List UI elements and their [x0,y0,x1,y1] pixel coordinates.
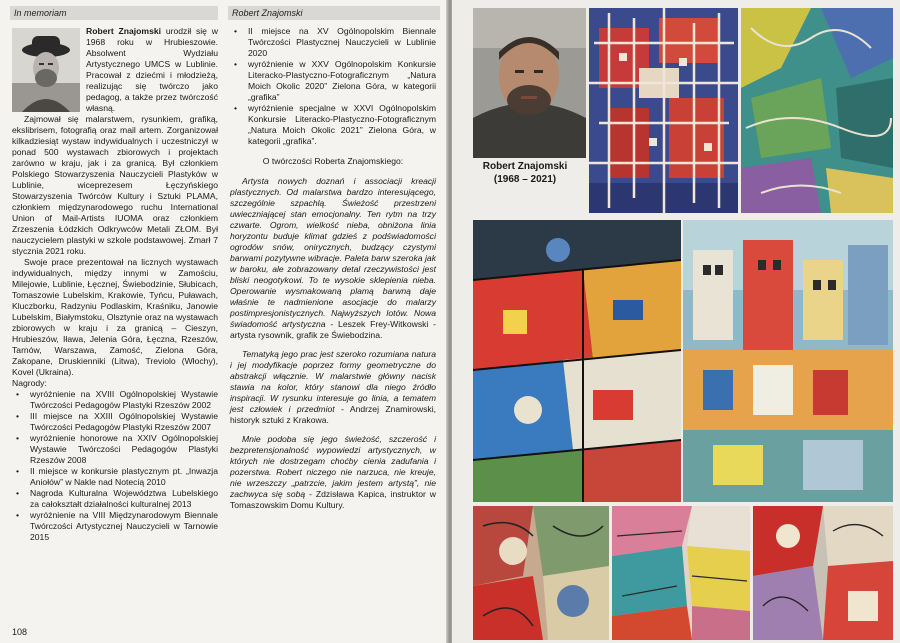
exhibitions-paragraph: Swoje prace prezentował na licznych wystawach indywidualnych, między innymi w Zamościu, Milejowie, Lublinie, Łęcznej, Świebodzinie, Słubicach, Tomaszowie Lubelskim, Krakowie, Tyńcu, Puławach, Kluczborku, Radzyniu Podlaskim, Kraśniku, Janowie Lubelskim, Białymstoku, Olsztynie oraz na wystawach zbiorowych w kraju i za granicą – Cieszyn, Hrubieszów, Iława, Jelenia Góra, Łęczna, Rzeszów, Tarnów, Warszawa, Zamość, Zielona Góra, Zakopane, Druskienniki (Litwa), Treviolo (Włochy), Kovel (Ukraina). [12,257,218,377]
quote-text: Mnie podoba się jego świeżość, szczerość i bezpretensjonalność wypowiedzi artystycznych, w których nie dostrzegam choćby cienia zadufania i pozerstwa. Robert niczego nie narzuca, nie kreuje, nie wrzeszczy „patrzcie, jakim jestem artystą”, nie zachwyca się sobą [230,434,436,499]
awards-list-continued [230,26,436,147]
page-number: 108 [12,627,28,637]
painting-teal-abstract [741,8,893,213]
left-page [0,0,448,643]
painting-pink-shapes [612,506,750,640]
list-item: • III miejsce na XXIII Ogólnopolskiej Wystawie Twórczości Pedagogów Plastyki Rzeszów 2007 [12,411,218,433]
quote-author: - Andrzej Znamirowski, historyk sztuki z Krakowa. [230,404,436,425]
list-item: • wyróżnienie na VIII Międzynarodowym Biennale Twórczości Artystycznej Nauczycieli w Tarnowie 2015 [12,510,218,543]
quote-text: Artysta nowych doznań i associacji kreacji plastycznych. Od malarstwa bardzo interesującego, szczególnie szpachlą. Świeżość przestrzeni uwieczniającej stan emocjonalny. Ten rytm na trzy czwarte. Ogrom, wielkość nieba, obniżona linia horyzontu buduje klimat gdzieś z podświadomości ogrodów snów, onirycznych, budzący czystymi barwami pozytywne wibracje. Paleta barw szeroka jak w baroku, ale zobrazowany detal rzeczywistości jest bliski neogotykowi. To te wysokie sklepienia nieba. Operowanie wysmakowaną plamą barwną daje właśnie te nadmienione asocjacje do malarzy postimpresjonistycznych. Najwyższych lotów. Nowa świadomość artystyczna [230,176,436,329]
quote-paragraph [230,434,436,511]
painting-architectural [683,220,893,502]
painting-red-collage [753,506,893,640]
section-header: In memoriam [10,6,218,20]
awards-list [12,389,218,543]
text-column-1 [12,26,218,543]
list-item: • wyróżnienie honorowe na XXIV Ogólnopolskiej Wystawie Twórczości Pedagogów Plastyki Rzeszów 2008 [12,433,218,466]
running-header: Robert Znajomski [228,6,440,20]
list-item: • Nagroda Kulturalna Województwa Lubelskiego za całokształt działalności kulturalnej 2013 [12,488,218,510]
author-portrait-small [12,28,80,112]
list-item: • wyróżnienie na XVIII Ogólnopolskiej Wystawie Twórczości Pedagogów Plastyki Rzeszów 2002 [12,389,218,411]
intro-text: urodził się w 1968 roku w Hrubieszowie. Absolwent Wydziału Artystycznego UMCS w Lublinie. Pracował z dziećmi i młodzieżą, realizując się twórczo jako pedagog, a także przez twórczość własną. [86,26,218,113]
caption-name: Robert Znajomski [482,161,568,172]
caption-years: (1968 – 2021) [493,174,557,185]
list-item: • II miejsce na XV Ogólnopolskim Biennale Twórczości Plastycznej Nauczycieli w Lublinie 2020 [230,26,436,59]
author-name: Robert Znajomski [86,26,162,36]
list-item: • wyróżnienie w XXV Ogólnopolskim Konkursie Literacko-Plastyczno-Fotograficznym „Natura Moich Okolic 2020” Zielona Góra, w kategorii „grafika” [230,59,436,103]
section-title: O twórczości Roberta Znajomskiego: [262,156,404,166]
quote-text: Tematyką jego prac jest szeroko rozumiana natura i jej modyfikacje poprzez formy geometryczne do abstrakcji włącznie. W malarstwie główny nacisk stawia na kolor, który stanowi dla niego źródło inspiracji. W rysunku interesuje go linia, a tematem jest człowiek i przedmiot [230,349,436,414]
right-page [452,0,900,643]
text-column-2 [230,26,436,511]
painting-figure-collage [473,506,609,640]
painting-colorful-scene [473,220,681,502]
quote-author: - Leszek Frey-Witkowski - artysta rysownik, grafik ze Świebodzina. [230,319,436,340]
quote-paragraph [230,349,436,426]
quote-paragraph [230,176,436,341]
painting-red-cross-pattern [589,8,738,213]
bio-paragraph: Zajmował się malarstwem, rysunkiem, grafiką, ekslibrisem, fotografią oraz mail artem. Zorganizował kilkadziesiąt wystaw indywidualnych i uczestniczył w ponad 500 wystawach zbiorowych i projektach zarówno w kraju, jak i za granicą. Był członkiem Polskiego Stowarzyszenia Nauczycieli Plastyków w Lublinie, wiceprezesem Łęczyńskiego Stowarzyszenia Twórców Kultury i Sztuki PLAMA, członkiem międzynarodowego ruchu International Union of Mail-Artists IUOMA oraz członkiem Zrzeszenia Łódzkich Odkrywców Metali ZŁOM. Był nauczycielem plastyki w szkole podstawowej. Zmarł 7 stycznia 2021 roku. [12,114,218,256]
portrait-caption [462,160,588,186]
quote-author: - Zdzisława Kapica, instruktor w Tomaszowskim Domu Kultury. [230,489,436,510]
author-portrait-photo [473,8,586,158]
awards-label: Nagrody: [12,378,47,388]
list-item: • wyróżnienie specjalne w XXVI Ogólnopolskim Konkursie Literacko-Plastyczno-Fotograficznym „Natura Moich Okolic 2021” Zielona Góra, w kategorii „grafika”. [230,103,436,147]
list-item: • II miejsce w konkursie plastycznym pt. „Inwazja Aniołów” w Nakle nad Notecią 2010 [12,466,218,488]
